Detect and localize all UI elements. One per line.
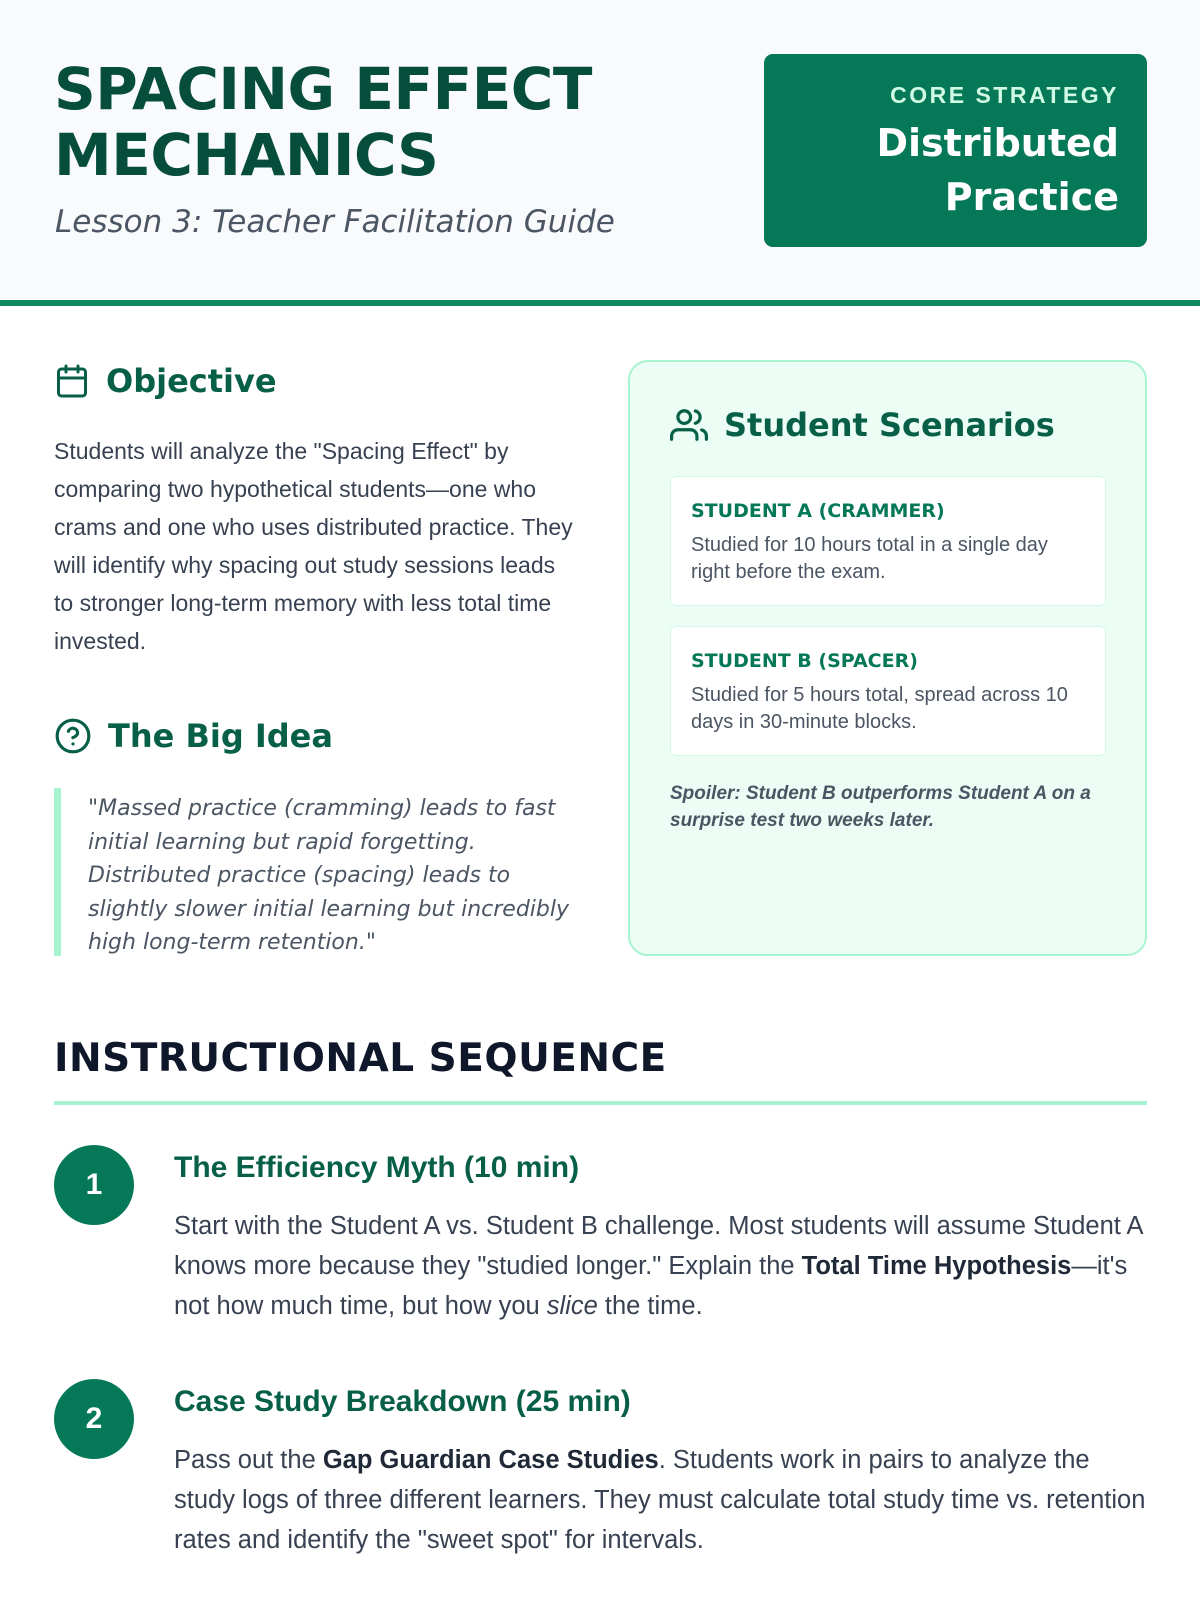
- step-2-title: Case Study Breakdown (25 min): [174, 1385, 631, 1418]
- step-2-text-b: . Students work in pairs to analyze the study logs of three different learners. They must calculate total study time vs. retention rates and identify the "sweet spot" for intervals.: [174, 1446, 1146, 1554]
- scenarios-heading-text: Student Scenarios: [724, 406, 1055, 444]
- strategy-name-line-2: Practice: [944, 175, 1119, 219]
- step-1-italic-word: slice: [546, 1292, 598, 1320]
- core-strategy-badge: [764, 54, 1147, 247]
- step-2-text-a: Pass out the: [174, 1446, 323, 1474]
- title-line-1: SPACING EFFECT: [54, 55, 592, 123]
- student-scenarios-panel: [628, 360, 1147, 956]
- step-2-number-badge: 2: [54, 1379, 134, 1459]
- spoiler-note: Spoiler: Student B outperforms Student A on a surprise test two weeks later.: [670, 783, 1091, 831]
- scenarios-heading: [670, 406, 1055, 444]
- section-divider: [54, 1101, 1147, 1105]
- step-2-bold-term: Gap Guardian Case Studies: [322, 1446, 659, 1474]
- objective-text: Students will analyze the "Spacing Effect" by comparing two hypothetical students—one who crams and one who uses distributed practice. They will identify why spacing out study sessions leads to stronger long-term memory with less total time invested.: [54, 438, 573, 654]
- step-1-number-badge: 1: [54, 1145, 134, 1225]
- student-b-label: STUDENT B (SPACER): [691, 650, 918, 672]
- step-1-text-c: the time.: [597, 1292, 703, 1320]
- title-line-2: MECHANICS: [54, 121, 439, 189]
- question-circle-icon: [54, 717, 92, 755]
- page-title: [54, 56, 694, 188]
- core-strategy-label: CORE STRATEGY: [890, 82, 1119, 108]
- student-a-card: [670, 476, 1106, 606]
- student-a-text: Studied for 10 hours total in a single day right before the exam.: [691, 534, 1048, 583]
- strategy-name-line-1: Distributed: [876, 121, 1119, 165]
- big-idea-quote: "Massed practice (cramming) leads to fast initial learning but rapid forgetting. Distributed practice (spacing) leads to slightly slower initial learning but incredibly high long-term retention.": [54, 788, 574, 956]
- objective-heading: [54, 362, 277, 400]
- student-b-text: Studied for 5 hours total, spread across 10 days in 30-minute blocks.: [691, 684, 1068, 733]
- big-idea-heading: [54, 717, 333, 755]
- page-subtitle: Lesson 3: Teacher Facilitation Guide: [55, 204, 615, 240]
- big-idea-heading-text: The Big Idea: [108, 717, 333, 755]
- student-a-label: STUDENT A (CRAMMER): [691, 500, 945, 522]
- step-1-text-b: —it's not how much time, but how you: [174, 1252, 1128, 1320]
- student-b-card: [670, 626, 1106, 756]
- calendar-icon: [54, 362, 90, 400]
- instructional-sequence-heading: INSTRUCTIONAL SEQUENCE: [54, 1036, 667, 1081]
- step-1-description: [174, 1206, 1154, 1326]
- page-header: [0, 0, 1200, 306]
- objective-heading-text: Objective: [106, 362, 277, 400]
- step-2-description: [174, 1440, 1154, 1560]
- step-1-bold-term: Total Time Hypothesis: [801, 1252, 1072, 1280]
- step-1-text-a: Start with the Student A vs. Student B challenge. Most students will assume Student A knows more because they "studied longer." Explain the: [174, 1212, 1143, 1280]
- core-strategy-name: [784, 116, 1119, 224]
- step-1-title: The Efficiency Myth (10 min): [174, 1151, 580, 1184]
- users-icon: [670, 406, 708, 444]
